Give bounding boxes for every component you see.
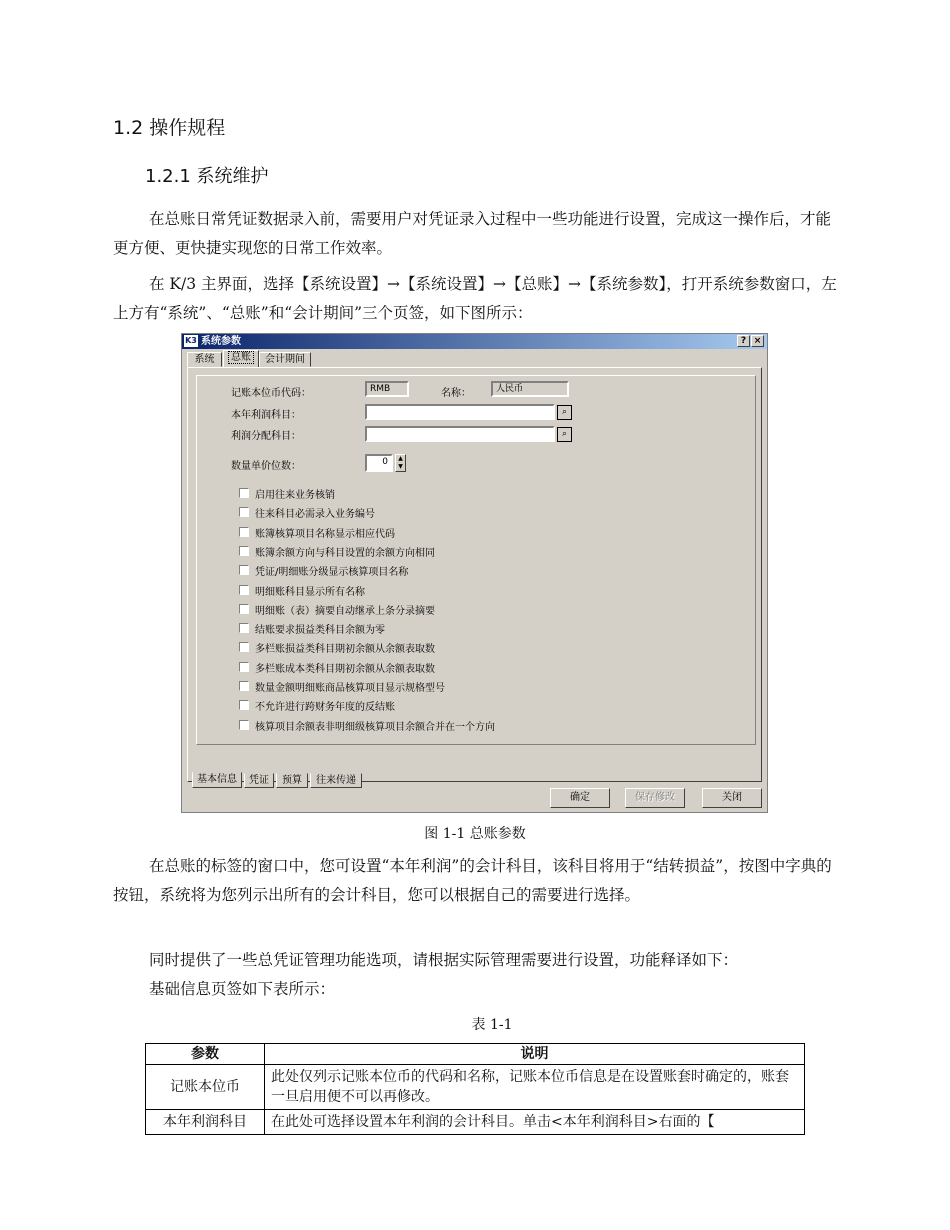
profit-distribution-label: 利润分配科目： bbox=[231, 431, 301, 442]
table-cell-param: 记账本位币 bbox=[146, 1065, 265, 1110]
section-heading: 1.2 操作规程 bbox=[113, 117, 226, 139]
figure-caption: 图 1-1 总账参数 bbox=[424, 826, 526, 842]
option-checkbox[interactable] bbox=[239, 488, 249, 498]
currency-code-field: RMB bbox=[365, 381, 409, 397]
dialog-title: 系统参数 bbox=[201, 336, 241, 347]
option-checkbox[interactable] bbox=[239, 546, 249, 556]
tab-budget[interactable]: 预算 bbox=[276, 773, 308, 788]
option-checkbox-label: 往来科目必需录入业务编号 bbox=[255, 509, 375, 521]
subsection-heading: 1.2.1 系统维护 bbox=[145, 166, 269, 187]
tab-basic-info[interactable]: 基本信息 bbox=[192, 772, 242, 788]
option-checkbox-label: 多栏账损益类科目期初余额从余额表取数 bbox=[255, 644, 435, 656]
currency-code-label: 记账本位币代码： bbox=[231, 388, 311, 399]
table-header-param: 参数 bbox=[146, 1044, 265, 1065]
currency-name-label: 名称： bbox=[441, 388, 471, 399]
option-checkbox[interactable] bbox=[239, 700, 249, 710]
option-checkbox[interactable] bbox=[239, 720, 249, 730]
dialog-titlebar bbox=[182, 334, 767, 349]
current-year-profit-input[interactable] bbox=[365, 404, 555, 420]
tab-panel bbox=[187, 367, 762, 786]
paragraph-options: 同时提供了一些总凭证管理功能选项，请根据实际管理需要进行设置，功能释译如下： bbox=[149, 951, 739, 969]
option-checkbox-label: 核算项目余额表非明细级核算项目余额合并在一个方向 bbox=[255, 721, 495, 733]
option-checkbox[interactable] bbox=[239, 623, 249, 633]
option-checkbox-label: 账簿核算项目名称显示相应代码 bbox=[255, 528, 395, 540]
decimal-places-label: 数量单价位数： bbox=[231, 461, 301, 472]
option-checkbox-label: 多栏账成本类科目期初余额从余额表取数 bbox=[255, 663, 435, 675]
option-checkbox[interactable] bbox=[239, 565, 249, 575]
table-cell-desc: 在此处可选择设置本年利润的会计科目。单击<本年利润科目>右面的【 bbox=[265, 1110, 805, 1135]
current-year-profit-label: 本年利润科目： bbox=[231, 410, 301, 421]
close-window-button[interactable]: × bbox=[751, 335, 764, 347]
settings-area bbox=[196, 375, 756, 745]
option-checkbox[interactable] bbox=[239, 585, 249, 595]
save-changes-button[interactable]: 保存修改 bbox=[625, 788, 685, 808]
profit-account-lookup-icon[interactable]: ⌕ bbox=[557, 405, 572, 420]
distribution-account-lookup-icon[interactable]: ⌕ bbox=[557, 427, 572, 442]
system-parameters-dialog bbox=[181, 333, 768, 813]
paragraph-intro: 在总账日常凭证数据录入前，需要用户对凭证录入过程中一些功能进行设置，完成这一操作后，才能更方便、更快捷实现您的日常工作效率。 bbox=[113, 210, 832, 257]
profit-distribution-input[interactable] bbox=[365, 426, 555, 442]
option-checkbox-label: 明细账科目显示所有名称 bbox=[255, 586, 365, 598]
option-checkbox-label: 不允许进行跨财务年度的反结账 bbox=[255, 702, 395, 714]
decimal-places-input[interactable]: 0 bbox=[365, 454, 393, 472]
ok-button[interactable]: 确定 bbox=[550, 788, 610, 808]
tab-accounting-period[interactable]: 会计期间 bbox=[259, 352, 311, 367]
option-checkbox[interactable] bbox=[239, 604, 249, 614]
paragraph-profit-explanation: 在总账的标签的窗口中，您可设置“本年利润”的会计科目，该科目将用于“结转损益”，按图中字典的按钮，系统将为您列示出所有的会计科目，您可以根据自己的需要进行选择。 bbox=[113, 857, 832, 904]
tab-system[interactable]: 系统 bbox=[187, 352, 222, 367]
option-checkbox[interactable] bbox=[239, 662, 249, 672]
help-button[interactable]: ? bbox=[737, 335, 750, 347]
k3-logo-icon: K3 bbox=[185, 336, 197, 345]
parameter-table bbox=[145, 1043, 805, 1135]
table-cell-param: 本年利润科目 bbox=[146, 1110, 265, 1135]
decimal-places-spinner[interactable]: ▲ ▼ bbox=[395, 454, 406, 472]
tab-transfer[interactable]: 往来传递 bbox=[310, 773, 362, 788]
option-checkbox-label: 账簿余额方向与科目设置的余额方向相同 bbox=[255, 547, 435, 559]
option-checkbox-label: 启用往来业务核销 bbox=[255, 490, 335, 501]
option-checkbox-label: 凭证/明细账分级显示核算项目名称 bbox=[255, 567, 409, 579]
tab-general-ledger-label: 总账 bbox=[228, 351, 254, 364]
option-checkbox[interactable] bbox=[239, 527, 249, 537]
option-checkbox[interactable] bbox=[239, 681, 249, 691]
option-checkbox-label: 结账要求损益类科目余额为零 bbox=[255, 625, 385, 637]
option-checkbox-label: 明细账（表）摘要自动继承上条分录摘要 bbox=[255, 605, 435, 617]
table-row bbox=[146, 1110, 805, 1135]
currency-name-field: 人民币 bbox=[491, 381, 569, 397]
tab-general-ledger[interactable] bbox=[223, 350, 259, 368]
option-checkbox-label: 数量金额明细账商品核算项目显示规格型号 bbox=[255, 683, 445, 694]
table-row bbox=[146, 1065, 805, 1110]
table-caption: 表 1-1 bbox=[471, 1017, 513, 1033]
table-cell-desc: 此处仅列示记账本位币的代码和名称，记账本位币信息是在设置账套时确定的，账套一旦启用便不可以再修改。 bbox=[265, 1065, 805, 1110]
close-button[interactable]: 关闭 bbox=[702, 788, 762, 808]
paragraph-basic-info: 基础信息页签如下表所示： bbox=[149, 980, 336, 998]
table-header-desc: 说明 bbox=[265, 1044, 805, 1065]
option-checkbox[interactable] bbox=[239, 507, 249, 517]
tab-voucher[interactable]: 凭证 bbox=[244, 773, 274, 788]
option-checkbox[interactable] bbox=[239, 642, 249, 652]
paragraph-navigation: 在 K/3 主界面，选择【系统设置】→【系统设置】→【总账】→【系统参数】，打开系统参数窗口，左上方有“系统”、“总账”和“会计期间”三个页签，如下图所示： bbox=[113, 275, 837, 322]
table-header-row bbox=[146, 1044, 805, 1065]
